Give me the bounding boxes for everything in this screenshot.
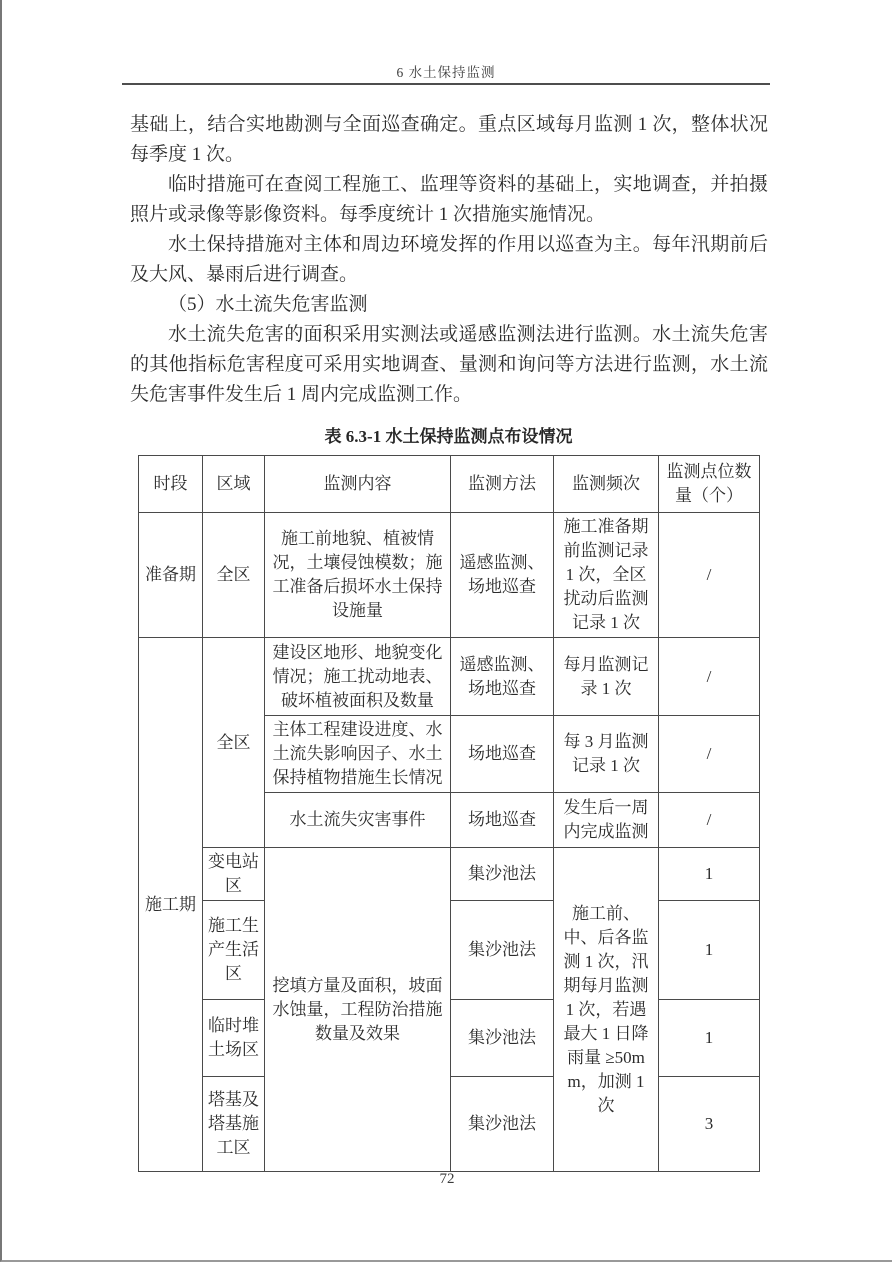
cell-cons6-count: 1	[659, 1000, 760, 1077]
col-header-period: 时段	[139, 456, 203, 513]
page-number: 72	[439, 1171, 455, 1187]
table-row-prep	[139, 513, 760, 638]
cell-cons2-count: /	[659, 716, 760, 793]
col-header-frequency: 监测频次	[554, 456, 659, 513]
table-row-cons1	[139, 638, 760, 716]
cell-cons2-content: 主体工程建设进度、水土流失影响因子、水土保持植物措施生长情况	[265, 716, 451, 793]
col-header-region: 区域	[203, 456, 265, 513]
cell-cons3-frequency: 发生后一周内完成监测	[554, 793, 659, 848]
paragraph-5: 水土流失危害的面积采用实测法或遥感监测法进行监测。水土流失危害的其他指标危害程度可采用实地调查、量测和询问等方法进行监测，水土流失危害事件发生后 1 周内完成监测工作。	[130, 324, 768, 405]
monitoring-table	[138, 455, 760, 1172]
cell-cons7-region: 塔基及塔基施工区	[203, 1077, 265, 1172]
cell-cons1-method: 遥感监测、场地巡查	[451, 638, 554, 716]
paragraph-1: 基础上，结合实地勘测与全面巡查确定。重点区域每月监测 1 次，整体状况每季度 1 次。	[130, 114, 768, 165]
cell-cons3-content: 水土流失灾害事件	[265, 793, 451, 848]
paragraph-4: （5）水土流失危害监测	[168, 294, 368, 315]
table-title: 表 6.3-1 水土保持监测点布设情况	[324, 427, 573, 446]
cell-cons3-count: /	[659, 793, 760, 848]
cell-cons5-method: 集沙池法	[451, 901, 554, 1000]
cell-cons4-count: 1	[659, 848, 760, 901]
cell-cons4-frequency: 施工前、中、后各监测 1 次，汛期每月监测 1 次，若遇最大 1 日降雨量 ≥50mm，加测 1 次	[554, 848, 659, 1172]
cell-cons1-content: 建设区地形、地貌变化情况；施工扰动地表、破坏植被面积及数量	[265, 638, 451, 716]
header-rule	[122, 83, 770, 85]
cell-prep-content: 施工前地貌、植被情况，土壤侵蚀模数；施工准备后损坏水土保持设施量	[265, 513, 451, 638]
paragraph-3: 水土保持措施对主体和周边环境发挥的作用以巡查为主。每年汛期前后及大风、暴雨后进行调查。	[130, 234, 768, 285]
col-header-method: 监测方法	[451, 456, 554, 513]
cell-cons2-frequency: 每 3 月监测记录 1 次	[554, 716, 659, 793]
cell-cons5-region: 施工生产生活区	[203, 901, 265, 1000]
cell-cons1-region: 全区	[203, 638, 265, 848]
cell-cons-period: 施工期	[139, 638, 203, 1172]
cell-cons6-method: 集沙池法	[451, 1000, 554, 1077]
cell-prep-region: 全区	[203, 513, 265, 638]
cell-cons5-count: 1	[659, 901, 760, 1000]
table-row-cons4	[139, 848, 760, 901]
running-header: 6 水土保持监测	[396, 65, 496, 80]
cell-cons2-method: 场地巡查	[451, 716, 554, 793]
cell-cons4-region: 变电站区	[203, 848, 265, 901]
col-header-content: 监测内容	[265, 456, 451, 513]
col-header-count: 监测点位数量（个）	[659, 456, 760, 513]
paragraph-2: 临时措施可在查阅工程施工、监理等资料的基础上，实地调查，并拍摄照片或录像等影像资料。每季度统计 1 次措施实施情况。	[130, 174, 768, 225]
cell-cons7-method: 集沙池法	[451, 1077, 554, 1172]
cell-prep-count: /	[659, 513, 760, 638]
cell-prep-frequency: 施工准备期前监测记录 1 次，全区扰动后监测记录 1 次	[554, 513, 659, 638]
cell-cons4-method: 集沙池法	[451, 848, 554, 901]
cell-cons1-frequency: 每月监测记录 1 次	[554, 638, 659, 716]
cell-prep-period: 准备期	[139, 513, 203, 638]
table-block	[138, 422, 759, 1172]
cell-prep-method: 遥感监测、场地巡查	[451, 513, 554, 638]
body-text	[130, 110, 768, 410]
cell-cons3-method: 场地巡查	[451, 793, 554, 848]
cell-cons1-count: /	[659, 638, 760, 716]
cell-cons7-count: 3	[659, 1077, 760, 1172]
cell-cons4-content: 挖填方量及面积，坡面水蚀量，工程防治措施数量及效果	[265, 848, 451, 1172]
cell-cons6-region: 临时堆土场区	[203, 1000, 265, 1077]
table-header-row	[139, 456, 760, 513]
